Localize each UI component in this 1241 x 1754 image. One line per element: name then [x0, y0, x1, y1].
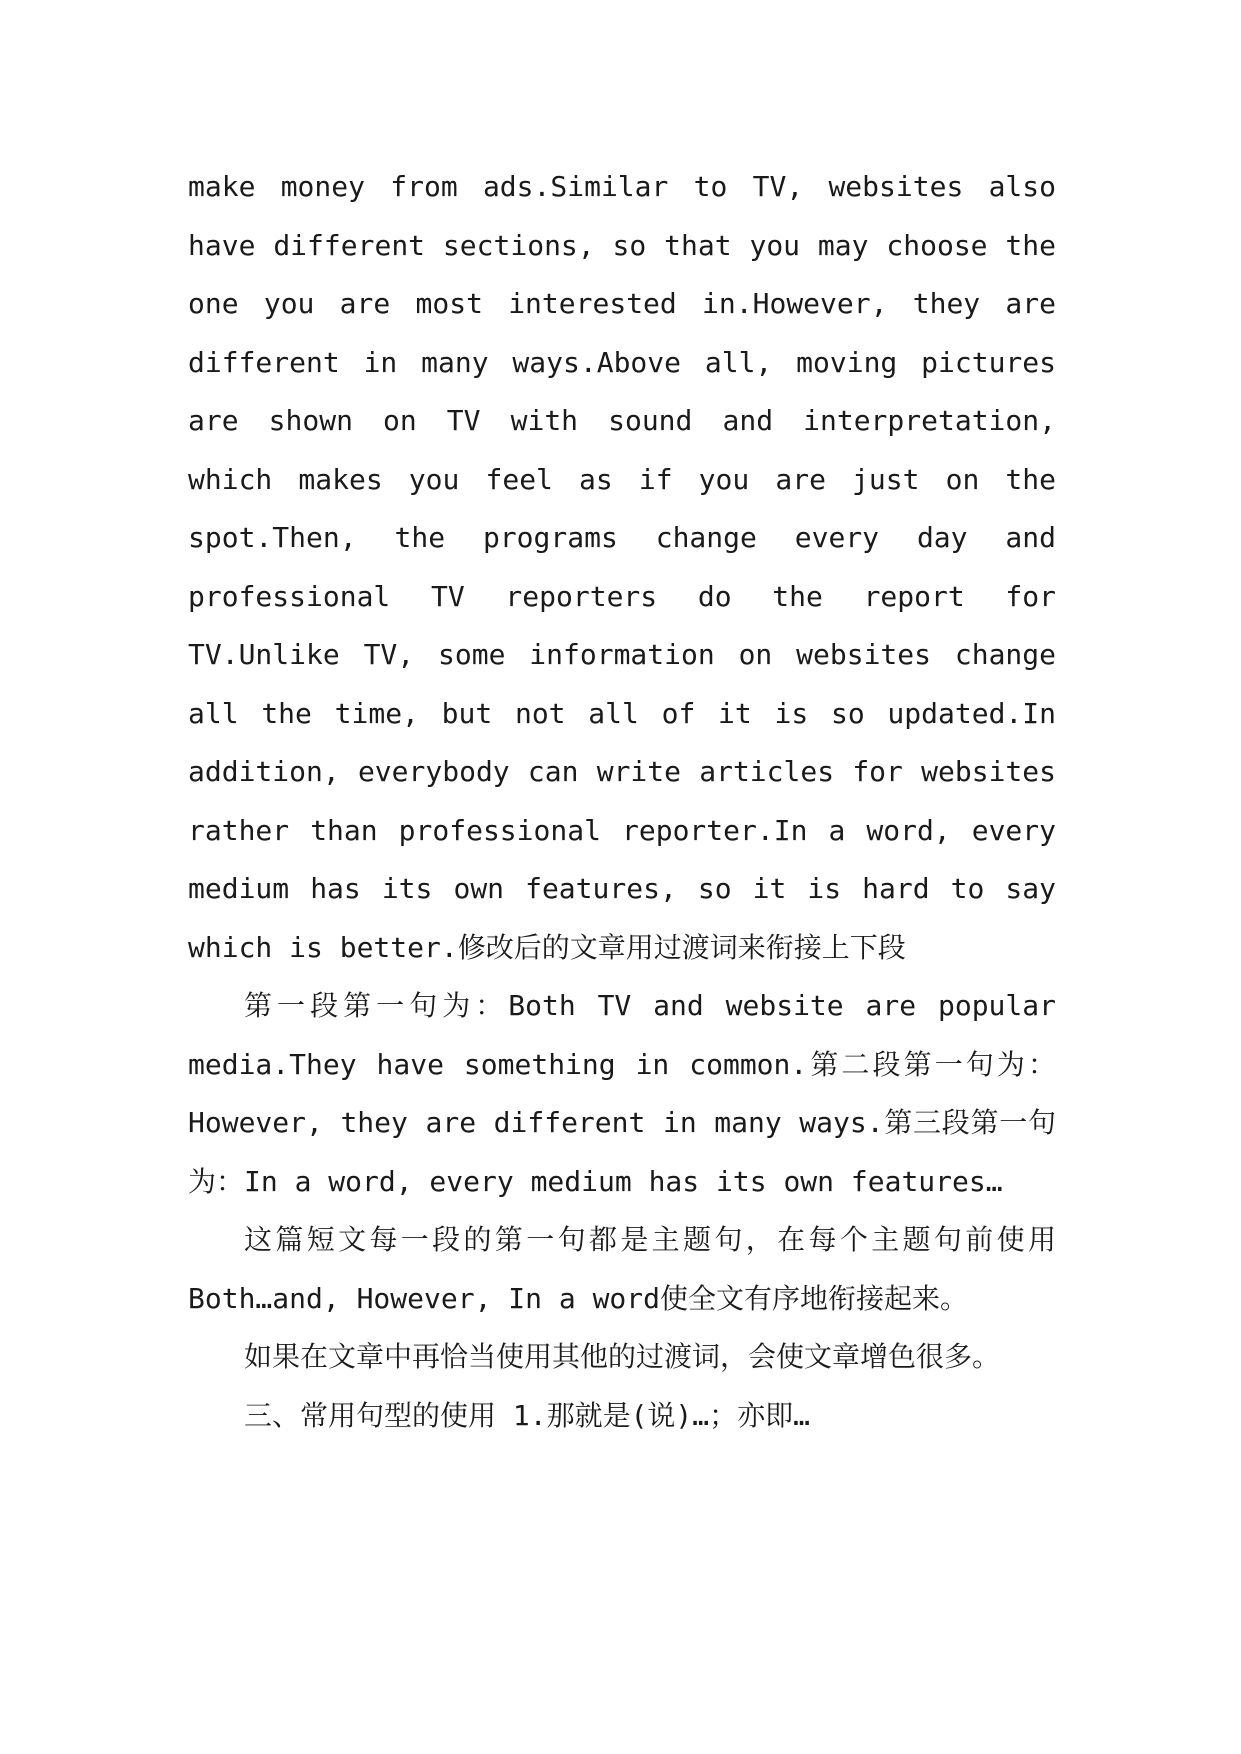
document-body [188, 158, 1056, 1445]
body-paragraph-4: 如果在文章中再恰当使用其他的过渡词，会使文章增色很多。 [244, 1340, 1001, 1373]
body-paragraph-1: make money from ads.Similar to TV, websites also have different sections, so that you may choose the one you are most interested in.However, they are different in many ways.Above all, moving pictures are shown on TV with sound and interpretation, which makes you feel as if you are just on the spot.Then, the programs change every day and professional TV reporters do the report for TV.Unlike TV, some information on websites change all the time, but not all of it is so updated.In addition, everybody can write articles for websites rather than professional reporter.In a word, every medium has its own features, so it is hard to say which is better.修改后的文章用过渡词来衔接上下段 [188, 170, 1056, 964]
section-heading: 三、常用句型的使用 1.那就是(说)…；亦即… [244, 1398, 811, 1432]
body-paragraph-2: 第一段第一句为：Both TV and website are popular media.They have something in common.第二段第一句为：However, they are different in many ways.第三段第一句为：In a word, every medium has its own features… [188, 989, 1056, 1198]
body-paragraph-3: 这篇短文每一段的第一句都是主题句，在每个主题句前使用Both…and, However, In a word使全文有序地衔接起来。 [188, 1223, 1056, 1315]
